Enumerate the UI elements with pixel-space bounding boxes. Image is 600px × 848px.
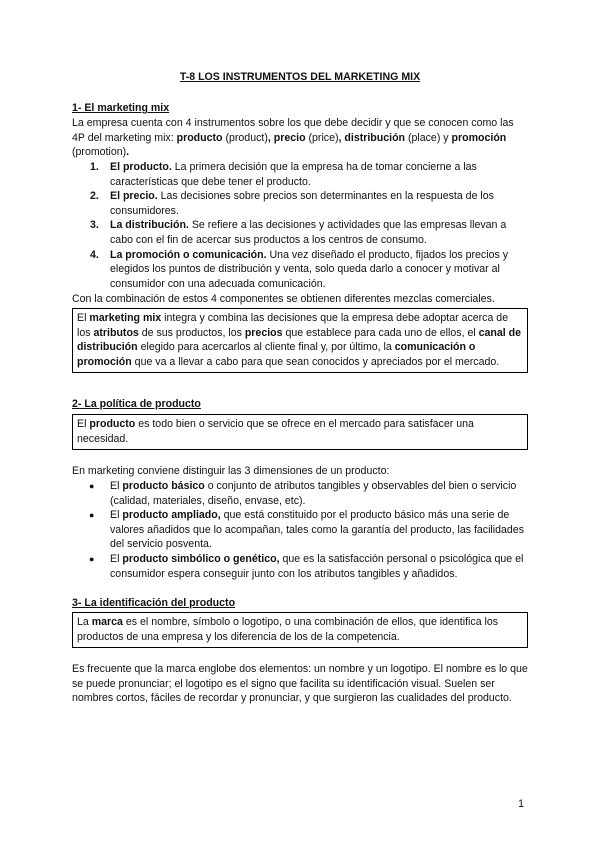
box-term: precios (244, 326, 283, 339)
section-2-heading: 2- La política de producto (72, 398, 201, 410)
item-term: producto básico (122, 480, 205, 492)
marketing-mix-definition-box (72, 308, 528, 373)
intro-term-precio: , precio (267, 131, 306, 144)
product-dimensions-list (72, 479, 528, 581)
item-text: El (110, 509, 123, 522)
box-term: marketing mix (89, 312, 162, 324)
item-text: Se refiere a las decisiones y actividades que las empresas llevan a cabo con el fin de acercar sus productos a los centros de consumo. (110, 219, 507, 246)
item-text: Una vez diseñado el producto, fijados los precios y elegidos los puntos de distribución y venta, solo queda darlo a conocer y motivar al consumidor con una adecuada comunicación. (110, 248, 509, 290)
item-text: o conjunto de atributos tangibles y observables del bien o servicio (calidad, materiales, diseño, envase, etc). (110, 480, 517, 507)
intro-term-producto: producto (176, 131, 223, 144)
item-text: La primera decisión que la empresa ha de tomar concierne a las características que debe tener el producto. (110, 161, 477, 188)
item-text: Las decisiones sobre precios son determinantes en la respuesta de los consumidores. (110, 190, 494, 217)
list-item (72, 248, 528, 292)
item-term: El producto. (110, 161, 172, 173)
bullet-icon: ● (89, 510, 95, 521)
box-term: canal de distribución (77, 326, 522, 354)
box-term: atributos (93, 326, 139, 339)
intro-text: (place) y (405, 131, 452, 144)
intro-text: (price) (305, 131, 339, 144)
section-1-intro (72, 116, 528, 160)
list-item (72, 479, 528, 508)
marca-definition-box (72, 612, 528, 648)
item-text: que es la satisfacción personal o psicológica que el consumidor espera conseguir junto con los atributos tangibles y añadidos. (110, 552, 524, 580)
item-term: producto ampliado, (122, 509, 221, 522)
box-text: elegido para acercarlos al cliente final y, por último, la (137, 341, 395, 354)
box-text: es el nombre, símbolo o logotipo, o una combinación de ellos, que identifica los productos de una empresa y los diferencia de los de la competencia. (77, 616, 499, 643)
list-item (72, 160, 528, 189)
list-item (72, 552, 528, 581)
page-number: 1 (518, 798, 524, 810)
section-3-heading: 3- La identificación del producto (72, 597, 236, 609)
box-term: producto (89, 418, 136, 430)
item-number: 3. (90, 219, 99, 232)
four-p-list (72, 160, 528, 291)
section-1-heading: 1- El marketing mix (72, 102, 170, 114)
producto-definition-box (72, 414, 528, 450)
box-text: es todo bien o servicio que se ofrece en el mercado para satisfacer una necesidad. (77, 418, 474, 445)
section-1-closing: Con la combinación de estos 4 componentes se obtienen diferentes mezclas comerciales. (72, 293, 495, 305)
intro-text: (promotion) (72, 146, 127, 159)
box-text: que va a llevar a cabo para que sean conocidos y apreciados por el mercado. (131, 355, 500, 368)
item-number: 4. (90, 248, 99, 261)
intro-term-promocion: promoción (451, 131, 507, 144)
item-text: El (110, 480, 123, 492)
item-term: La distribución. (110, 219, 189, 232)
list-item (72, 508, 528, 552)
item-number: 2. (90, 190, 99, 203)
box-text: El (77, 312, 90, 324)
box-text: que establece para cada uno de ellos, el (282, 326, 479, 339)
item-term: La promoción o comunicación. (110, 248, 267, 261)
intro-text: La empresa cuenta con 4 instrumentos sobre los que debe decidir y que se conocen como las 4P del marketing mix: (72, 117, 514, 144)
item-number: 1. (90, 161, 99, 173)
intro-period: . (126, 146, 130, 159)
box-text: integra y combina las decisiones que la empresa debe adoptar acerca de los (77, 312, 509, 339)
item-text: El (110, 552, 123, 565)
box-text: El (77, 418, 90, 430)
box-text: La (77, 616, 92, 628)
bullet-icon: ● (89, 553, 95, 564)
list-item (72, 218, 528, 247)
list-item (72, 189, 528, 218)
intro-term-distribucion: , distribución (338, 131, 406, 144)
intro-text: (product) (222, 131, 268, 144)
section-3-paragraph: Es frecuente que la marca englobe dos elementos: un nombre y un logotipo. El nombre es lo que se puede pronunciar; el logotipo es el signo que facilita su identificación visual. Suelen ser nombres cortos, fáciles de recordar y pronunciar, y que surgieron las cualidades del producto. (72, 663, 528, 705)
box-text: de sus productos, los (138, 326, 245, 339)
box-term: marca (91, 616, 123, 628)
document-title: T-8 LOS INSTRUMENTOS DEL MARKETING MIX (179, 71, 421, 83)
item-term: producto simbólico o genético, (122, 552, 280, 565)
section-2-intro: En marketing conviene distinguir las 3 dimensiones de un producto: (72, 465, 390, 477)
bullet-icon: ● (89, 481, 95, 491)
item-term: El precio. (110, 190, 158, 203)
item-text: que está constituido por el producto básico más una serie de valores añadidos que lo acompañan, tales como la garantía del producto, las facilidades del servicio posventa. (110, 509, 525, 551)
box-term: comunicación o promoción (77, 341, 476, 368)
